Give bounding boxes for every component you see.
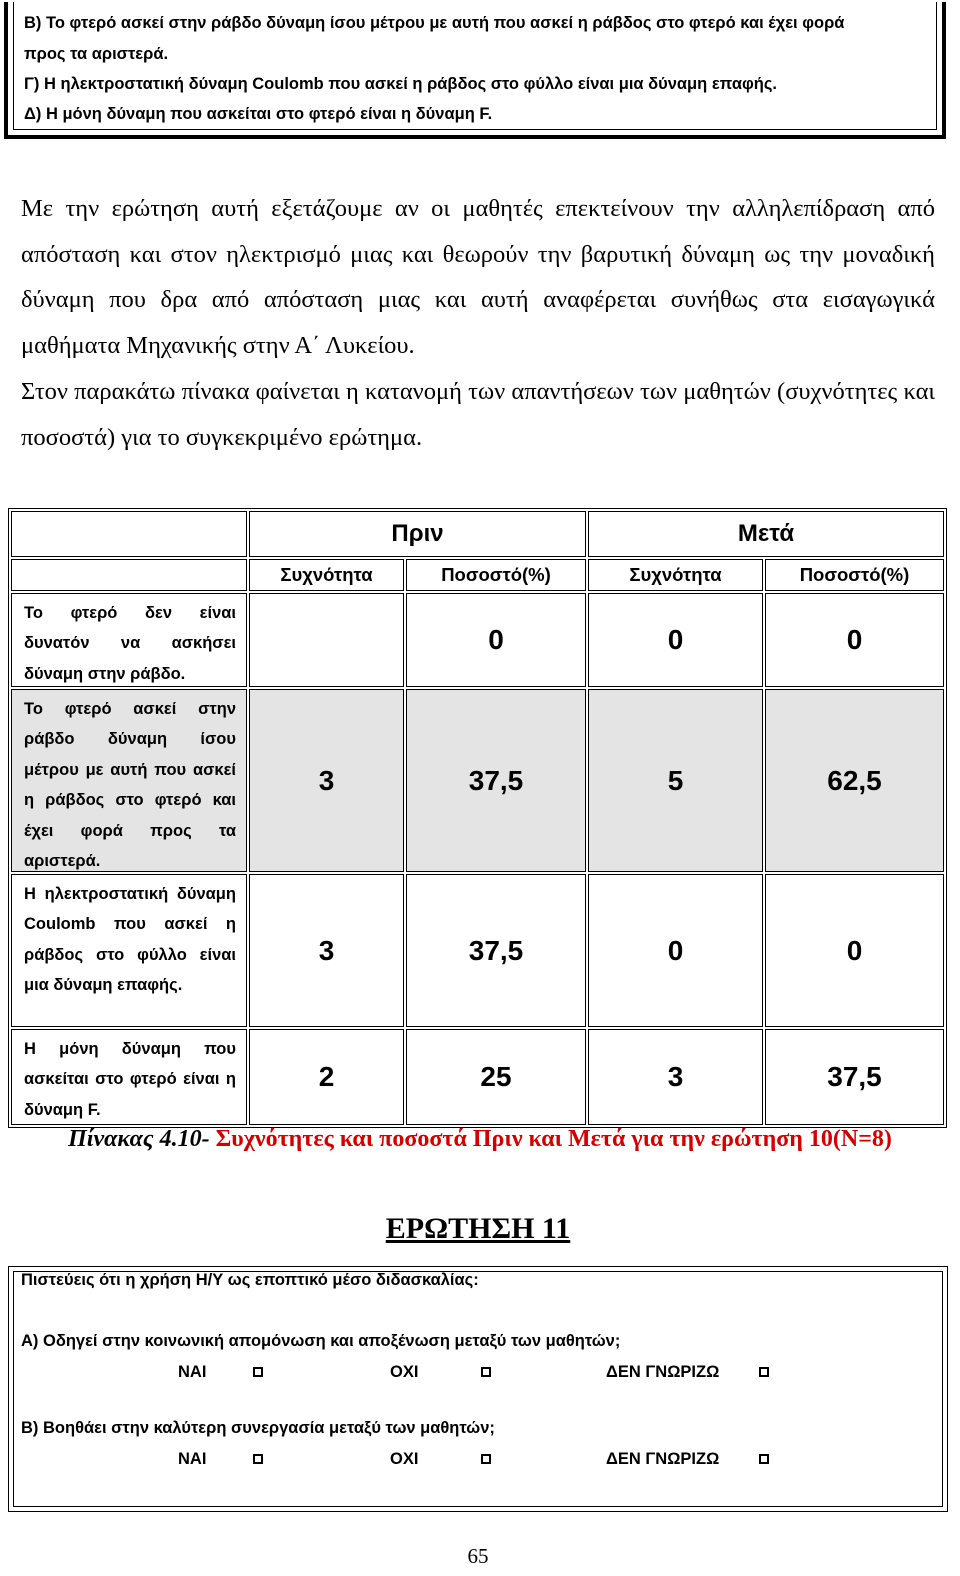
item-a-yes-checkbox-icon[interactable] <box>253 1367 263 1377</box>
paragraph-1: Με την ερώτηση αυτή εξετάζουμε αν οι μαθητές επεκτείνουν την αλληλεπίδραση από απόσταση και στον ηλεκτρισμό μιας και θεωρούν την βαρυτική δύναμη ως την μοναδική δύναμη που δρα από απόσταση μιας και αυτή αναφέρεται συνήθως στα εισαγωγικά μαθήματα Μηχανικής στην Α΄ Λυκείου. <box>21 195 935 360</box>
item-b-dontknow-checkbox-icon[interactable] <box>759 1454 769 1464</box>
item-a-dontknow-label: ΔΕΝ ΓΝΩΡΙΖΩ <box>606 1363 720 1381</box>
header-before-percent: Ποσοστό(%) <box>406 559 586 591</box>
item-b-no-label: ΟΧΙ <box>390 1450 419 1468</box>
cell-after-percent: 62,5 <box>765 689 944 872</box>
row-label-text: Το φτερό δεν είναι δυνατόν να ασκήσει δύναμη στην ράβδο. <box>24 604 236 683</box>
header-after-frequency: Συχνότητα <box>588 559 763 591</box>
question-11-prompt: Πιστεύεις ότι η χρήση Η/Υ ως εποπτικό μέσο διδασκαλίας: <box>21 1271 479 1289</box>
paragraph-2: Στον παρακάτω πίνακα φαίνεται η κατανομή των απαντήσεων των μαθητών (συχνότητες και ποσοστά) για το συγκεκριμένο ερώτημα. <box>21 377 935 451</box>
item-a-no-label: ΟΧΙ <box>390 1363 419 1381</box>
results-table <box>8 508 947 1128</box>
table-row-label <box>11 689 247 872</box>
header-after: Μετά <box>588 511 944 557</box>
question-11-box <box>8 1266 948 1512</box>
question-11-heading: ΕΡΩΤΗΣΗ 11 <box>385 1212 571 1245</box>
question-11-item-a: Α) Οδηγεί στην κοινωνική απομόνωση και αποξένωση μεταξύ των μαθητών; <box>21 1332 621 1350</box>
item-a-dontknow-checkbox-icon[interactable] <box>759 1367 769 1377</box>
row-label-text: Η ηλεκτροστατική δύναμη Coulomb που ασκεί η ράβδος στο φύλλο είναι μια δύναμη επαφής. <box>24 885 236 995</box>
question-11-item-b: Β) Βοηθάει στην καλύτερη συνεργασία μεταξύ των μαθητών; <box>21 1419 495 1437</box>
cell-before-frequency: 2 <box>249 1029 404 1125</box>
table-corner-cell-2 <box>11 559 247 591</box>
cell-after-frequency: 3 <box>588 1029 763 1125</box>
option-c-text: Γ) Η ηλεκτροστατική δύναμη Coulomb που ασκεί η ράβδος στο φύλλο είναι μια δύναμη επαφής. <box>24 75 778 93</box>
question-11-inner-frame <box>13 1271 943 1507</box>
cell-after-frequency: 0 <box>588 874 763 1027</box>
cell-after-percent: 0 <box>765 874 944 1027</box>
item-b-no-checkbox-icon[interactable] <box>481 1454 491 1464</box>
option-d-text: Δ) Η μόνη δύναμη που ασκείται στο φτερό είναι η δύναμη F. <box>24 105 493 123</box>
cell-after-frequency: 0 <box>588 593 763 687</box>
item-a-yes-label: ΝΑΙ <box>178 1363 207 1381</box>
cell-after-frequency: 5 <box>588 689 763 872</box>
table-corner-cell <box>11 511 247 557</box>
item-a-no-checkbox-icon[interactable] <box>481 1367 491 1377</box>
option-b-line-1: Β) Το φτερό ασκεί στην ράβδο δύναμη ίσου μέτρου με αυτή που ασκεί η ράβδος στο φτερό και έχει φορά <box>24 14 845 32</box>
header-after-percent: Ποσοστό(%) <box>765 559 944 591</box>
cell-before-percent: 37,5 <box>406 689 586 872</box>
caption-text: Συχνότητες και ποσοστά Πριν και Μετά για την ερώτηση 10(N=8) <box>209 1126 892 1152</box>
cell-before-percent: 25 <box>406 1029 586 1125</box>
table-row-label <box>11 874 247 1027</box>
cell-before-percent: 37,5 <box>406 874 586 1027</box>
option-b-line-2: προς τα αριστερά. <box>24 45 169 63</box>
cell-before-frequency: 3 <box>249 689 404 872</box>
previous-question-box <box>4 2 946 139</box>
cell-after-percent: 37,5 <box>765 1029 944 1125</box>
table-row-label <box>11 1029 247 1125</box>
caption-label: Πίνακας 4.10- <box>68 1126 210 1152</box>
row-label-text: Η μόνη δύναμη που ασκείται στο φτερό είναι η δύναμη F. <box>24 1040 236 1119</box>
cell-before-frequency: 3 <box>249 874 404 1027</box>
table-caption <box>0 1126 960 1153</box>
page-number: 65 <box>467 1544 489 1568</box>
item-b-yes-checkbox-icon[interactable] <box>253 1454 263 1464</box>
cell-before-percent: 0 <box>406 593 586 687</box>
table-row-label <box>11 593 247 687</box>
header-before: Πριν <box>249 511 586 557</box>
cell-before-frequency <box>249 593 404 687</box>
analysis-paragraph <box>21 186 935 460</box>
header-before-frequency: Συχνότητα <box>249 559 404 591</box>
row-label-text: Το φτερό ασκεί στην ράβδο δύναμη ίσου μέτρου με αυτή που ασκεί η ράβδος στο φτερό και έχει φορά προς τα αριστερά. <box>24 700 236 871</box>
item-b-yes-label: ΝΑΙ <box>178 1450 207 1468</box>
item-b-dontknow-label: ΔΕΝ ΓΝΩΡΙΖΩ <box>606 1450 720 1468</box>
cell-after-percent: 0 <box>765 593 944 687</box>
